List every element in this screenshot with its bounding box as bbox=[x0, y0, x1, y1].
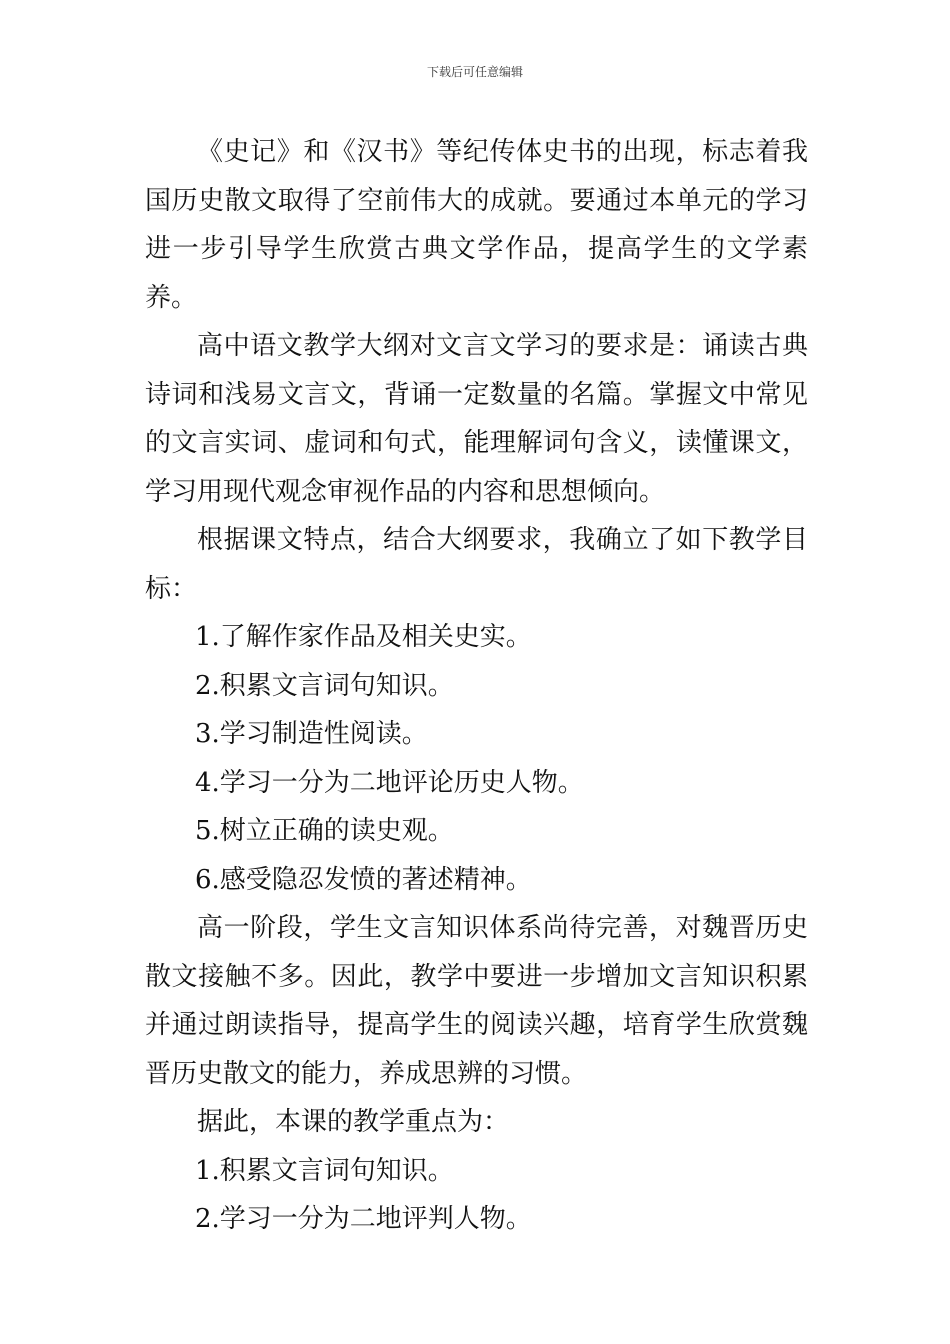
key-points-list bbox=[145, 1147, 808, 1244]
list-item: 1.了解作家作品及相关史实。 bbox=[195, 622, 532, 652]
list-item: 3.学习制造性阅读。 bbox=[195, 719, 428, 749]
list-item: 4.学习一分为二地评论历史人物。 bbox=[195, 767, 584, 798]
list-item: 2.积累文言词句知识。 bbox=[195, 670, 454, 701]
list-item: 1.积累文言词句知识。 bbox=[195, 1155, 454, 1186]
list-item: 2.学习一分为二地评判人物。 bbox=[195, 1204, 532, 1234]
paragraph-student-analysis: 高一阶段，学生文言知识体系尚待完善，对魏晋历史散文接触不多。因此，教学中要进一步增加文言知识积累并通过朗读指导，提高学生的阅读兴趣，培育学生欣赏魏晋历史散文的能力，养成思辨的习惯。 bbox=[145, 913, 808, 1089]
teaching-goals-list bbox=[145, 613, 808, 904]
paragraph-key-points-intro: 据此，本课的教学重点为： bbox=[197, 1107, 510, 1137]
paragraph-intro: 《史记》和《汉书》等纪传体史书的出现，标志着我国历史散文取得了空前伟大的成就。要通过本单元的学习进一步引导学生欣赏古典文学作品，提高学生的文学素养。 bbox=[145, 137, 808, 313]
page-header: 下载后可任意编辑 bbox=[426, 65, 523, 79]
paragraph-syllabus: 高中语文教学大纲对文言文学习的要求是：诵读古典诗词和浅易文言文，背诵一定数量的名篇。掌握文中常见的文言实词、虚词和句式，能理解词句含义，读懂课文，学习用现代观念审视作品的内容和思想倾向。 bbox=[145, 331, 808, 507]
list-item: 5.树立正确的读史观。 bbox=[195, 816, 454, 846]
list-item: 6.感受隐忍发愤的著述精神。 bbox=[195, 864, 532, 895]
paragraph-goals-intro: 根据课文特点，结合大纲要求，我确立了如下教学目标： bbox=[145, 525, 808, 604]
document-body bbox=[145, 128, 808, 1244]
